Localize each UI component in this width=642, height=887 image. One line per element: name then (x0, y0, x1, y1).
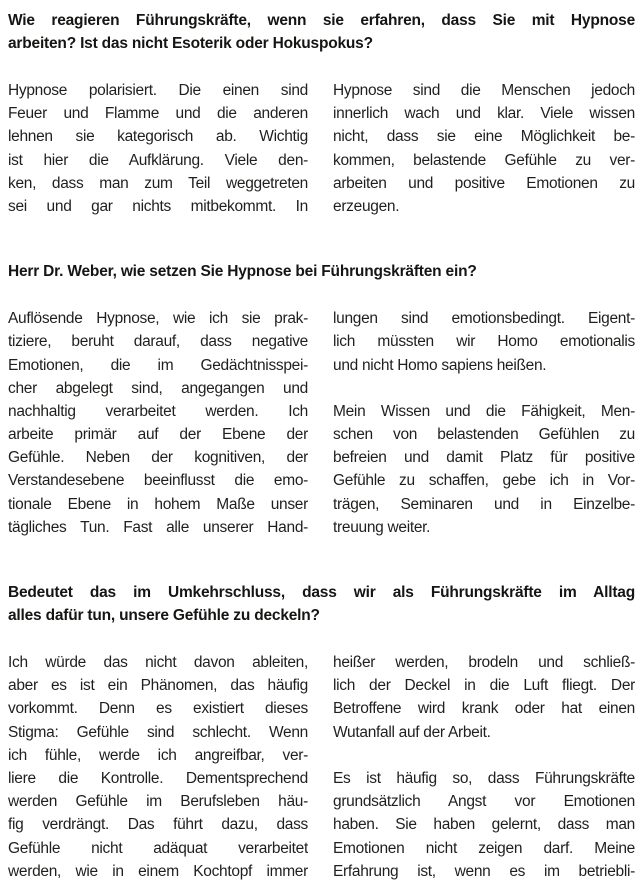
answer-line: Wutanfall auf der Arbeit. (333, 723, 491, 741)
answer-paragraph (333, 651, 635, 744)
answer-line: Stigma: Gefühle sind schlecht. Wenn (8, 723, 308, 741)
answer-line: vorkommt. Denn es existiert dieses (8, 700, 308, 718)
answer-line: arbeite primär auf der Ebene der (8, 426, 308, 444)
answer-paragraph (333, 400, 635, 539)
answer-line: Mein Wissen und die Fähigkeit, Men- (333, 402, 635, 420)
question-line: Bedeutet das im Umkehrschluss, dass wir als Führungskräfte im Alltag (8, 584, 635, 601)
answer-line: Emotionen nicht zeigen darf. Meine (333, 839, 635, 857)
answer-line: Betroffene wird krank oder hat einen (333, 700, 635, 718)
question-heading-2 (8, 260, 635, 283)
answer-line: lich der Deckel in die Luft fliegt. Der (333, 677, 635, 695)
answer-line: Hypnose sind die Menschen jedoch (333, 82, 635, 99)
question-line: Wie reagieren Führungskräfte, wenn sie erfahren, dass Sie mit Hypnose (8, 12, 635, 29)
answer-paragraph (333, 767, 635, 883)
question-line: arbeiten? Ist das nicht Esoterik oder Hokuspokus? (8, 35, 373, 52)
answer-column-right (333, 307, 635, 539)
question-line: Herr Dr. Weber, wie setzen Sie Hypnose bei Führungskräften ein? (8, 263, 477, 281)
answer-line: ist hier die Aufklärung. Viele den- (8, 151, 308, 169)
answer-line: Erfahrung ist, wenn es im betriebli- (333, 862, 635, 880)
answer-line: kommen, belastende Gefühle zu ver- (333, 151, 635, 169)
answer-line: Gefühle zu schaffen, gebe ich in Vor- (333, 472, 635, 490)
answer-line: nachhaltig verarbeitet werden. Ich (8, 402, 308, 420)
answer-columns (8, 651, 635, 883)
answer-line: heißer werden, brodeln und schließ- (333, 654, 635, 671)
answer-column-left (8, 79, 308, 218)
answer-column-left (8, 307, 308, 539)
answer-column-right (333, 651, 635, 883)
answer-columns (8, 307, 635, 539)
answer-line: und nicht Homo sapiens heißen. (333, 356, 547, 374)
answer-line: grundsätzlich Angst vor Emotionen (333, 793, 635, 811)
answer-paragraph (333, 79, 635, 218)
answer-line: Gefühle. Neben der kognitiven, der (8, 449, 308, 467)
answer-line: arbeiten und positive Emotionen zu (333, 174, 635, 192)
answer-line: aber es ist ein Phänomen, das häufig (8, 677, 308, 695)
answer-line: lich müssten wir Homo emotionalis (333, 333, 635, 351)
answer-line: lehnen sie kategorisch ab. Wichtig (8, 128, 308, 146)
answer-line: Emotionen, die im Gedächtnisspei- (8, 356, 308, 374)
answer-columns (8, 79, 635, 218)
answer-line: cher abgelegt sind, angegangen und (8, 379, 308, 397)
answer-line: sei und gar nichts mitbekommt. In (8, 197, 308, 215)
answer-line: werden, wie in einem Kochtopf immer (8, 862, 308, 880)
qa-section (8, 260, 635, 539)
answer-line: haben. Sie haben gelernt, dass man (333, 816, 635, 834)
answer-column-left (8, 651, 308, 883)
answer-line: fig verdrängt. Das führt dazu, dass (8, 816, 308, 834)
question-line: alles dafür tun, unsere Gefühle zu deckeln? (8, 607, 320, 624)
answer-line: werden Gefühle im Berufsleben häu- (8, 793, 308, 811)
answer-line: Verstandesebene beeinflusst die emo- (8, 472, 308, 490)
answer-paragraph (8, 79, 308, 218)
answer-paragraph (8, 651, 308, 883)
qa-section (8, 581, 635, 883)
answer-line: ich fühle, werde ich angreifbar, ver- (8, 746, 308, 764)
qa-section (8, 9, 635, 218)
answer-line: tägliches Tun. Fast alle unserer Hand- (8, 518, 308, 536)
answer-line: Auflösende Hypnose, wie ich sie prak- (8, 310, 308, 328)
answer-line: schen von belastenden Gefühlen zu (333, 426, 635, 444)
question-heading-3 (8, 581, 635, 627)
answer-line: ken, dass man zum Teil weggetreten (8, 174, 308, 192)
answer-line: erzeugen. (333, 197, 400, 215)
answer-line: Gefühle nicht adäquat verarbeitet (8, 839, 308, 857)
answer-line: liere die Kontrolle. Dementsprechend (8, 769, 308, 787)
answer-line: Es ist häufig so, dass Führungskräfte (333, 769, 635, 787)
answer-line: tionale Ebene in hohem Maße unser (8, 495, 308, 513)
answer-line: tiziere, beruht darauf, dass negative (8, 333, 308, 351)
answer-line: nicht, dass sie eine Möglichkeit be- (333, 128, 635, 146)
answer-line: innerlich wach und klar. Viele wissen (333, 105, 635, 123)
answer-column-right (333, 79, 635, 218)
answer-line: Feuer und Flamme und die anderen (8, 105, 308, 123)
answer-paragraph (333, 307, 635, 377)
answer-line: treuung weiter. (333, 518, 431, 536)
answer-line: lungen sind emotionsbedingt. Eigent- (333, 310, 635, 328)
answer-paragraph (8, 307, 308, 539)
interview-sections (8, 9, 635, 883)
answer-line: Ich würde das nicht davon ableiten, (8, 654, 308, 671)
answer-line: Hypnose polarisiert. Die einen sind (8, 82, 308, 99)
question-heading-1 (8, 9, 635, 55)
answer-line: befreien und damit Platz für positive (333, 449, 635, 467)
answer-line: trägen, Seminaren und in Einzelbe- (333, 495, 635, 513)
